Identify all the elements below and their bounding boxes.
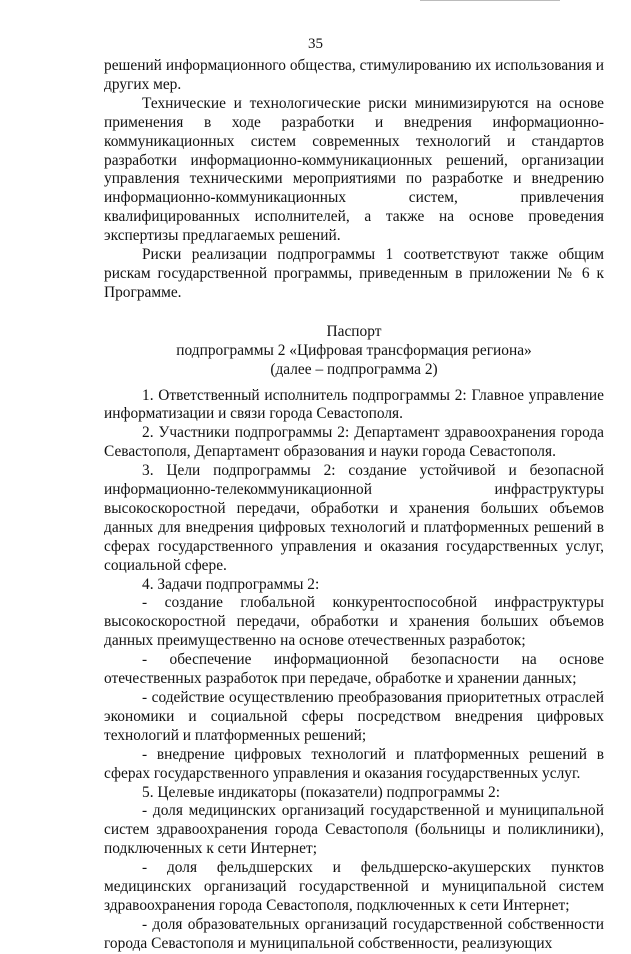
- passport-heading: [104, 323, 604, 380]
- paragraph: - доля фельдшерских и фельдшерско-акушерских пунктов медицинских организаций государственной и муниципальной систем здравоохранения города Севастополя, подключенных к сети Интернет;: [104, 859, 604, 914]
- heading-line-1: Паспорт: [326, 322, 382, 340]
- paragraphs-before-heading: [104, 57, 604, 303]
- top-edge-mark: [420, 0, 560, 3]
- paragraph: 4. Задачи подпрограммы 2:: [142, 575, 320, 593]
- paragraph: Технические и технологические риски минимизируются на основе применения в ходе разработки и внедрения информационно-коммуникационных систем современных технологий и стандартов разработки информационно-коммуникационных решений, организации управления техническими мероприятиями по разработке и внедрению информационно-коммуникационных систем, привлечения квалифицированных исполнителей, а также на основе проведения экспертизы предлагаемых решений.: [104, 94, 604, 245]
- paragraph: 5. Целевые индикаторы (показатели) подпрограммы 2:: [142, 783, 500, 801]
- paragraph: - обеспечение информационной безопасности на основе отечественных разработок при передаче, обработке и хранении данных;: [104, 651, 604, 688]
- paragraphs-after-heading: [104, 387, 604, 954]
- heading-line-2: подпрограммы 2 «Цифровая трансформация региона»: [176, 341, 532, 359]
- paragraph: 3. Цели подпрограммы 2: создание устойчивой и безопасной информационно-телекоммуникационной инфраструктуры высокоскоростной передачи, обработки и хранения больших объемов данных для внедрения цифровых технологий и платформенных решений в сферах государственного управления и оказания государственных услуг, социальной сфере.: [104, 462, 604, 574]
- paragraph: - содействие осуществлению преобразования приоритетных отраслей экономики и социальной сферы посредством внедрения цифровых технологий и платформенных решений;: [104, 689, 604, 744]
- page-number: 35: [308, 36, 323, 52]
- paragraph: - внедрение цифровых технологий и платформенных решений в сферах государственного управления и оказания государственных услуг.: [104, 745, 604, 782]
- paragraph: - доля медицинских организаций государственной и муниципальной систем здравоохранения города Севастополя (больницы и поликлиники), подключенных к сети Интернет;: [104, 802, 604, 858]
- paragraph: Риски реализации подпрограммы 1 соответствуют также общим рискам государственной программы, приведенным в приложении № 6 к Программе.: [104, 246, 604, 301]
- paragraph: - доля образовательных организаций государственной собственности города Севастополя и муниципальной собственности, реализующих: [104, 915, 604, 952]
- heading-line-3: (далее – подпрограмма 2): [270, 360, 438, 378]
- paragraph: 1. Ответственный исполнитель подпрограммы 2: Главное управление информатизации и связи города Севастополя.: [104, 386, 604, 423]
- paragraph: 2. Участники подпрограммы 2: Департамент здравоохранения города Севастополя, Департамент образования и науки города Севастополя.: [104, 424, 604, 461]
- paragraph: - создание глобальной конкурентоспособной инфраструктуры высокоскоростной передачи, обработки и хранения больших объемов данных преимущественно на основе отечественных разработок;: [104, 594, 604, 650]
- paragraph: решений информационного общества, стимулированию их использования и других мер.: [104, 57, 604, 93]
- document-body: [104, 57, 604, 954]
